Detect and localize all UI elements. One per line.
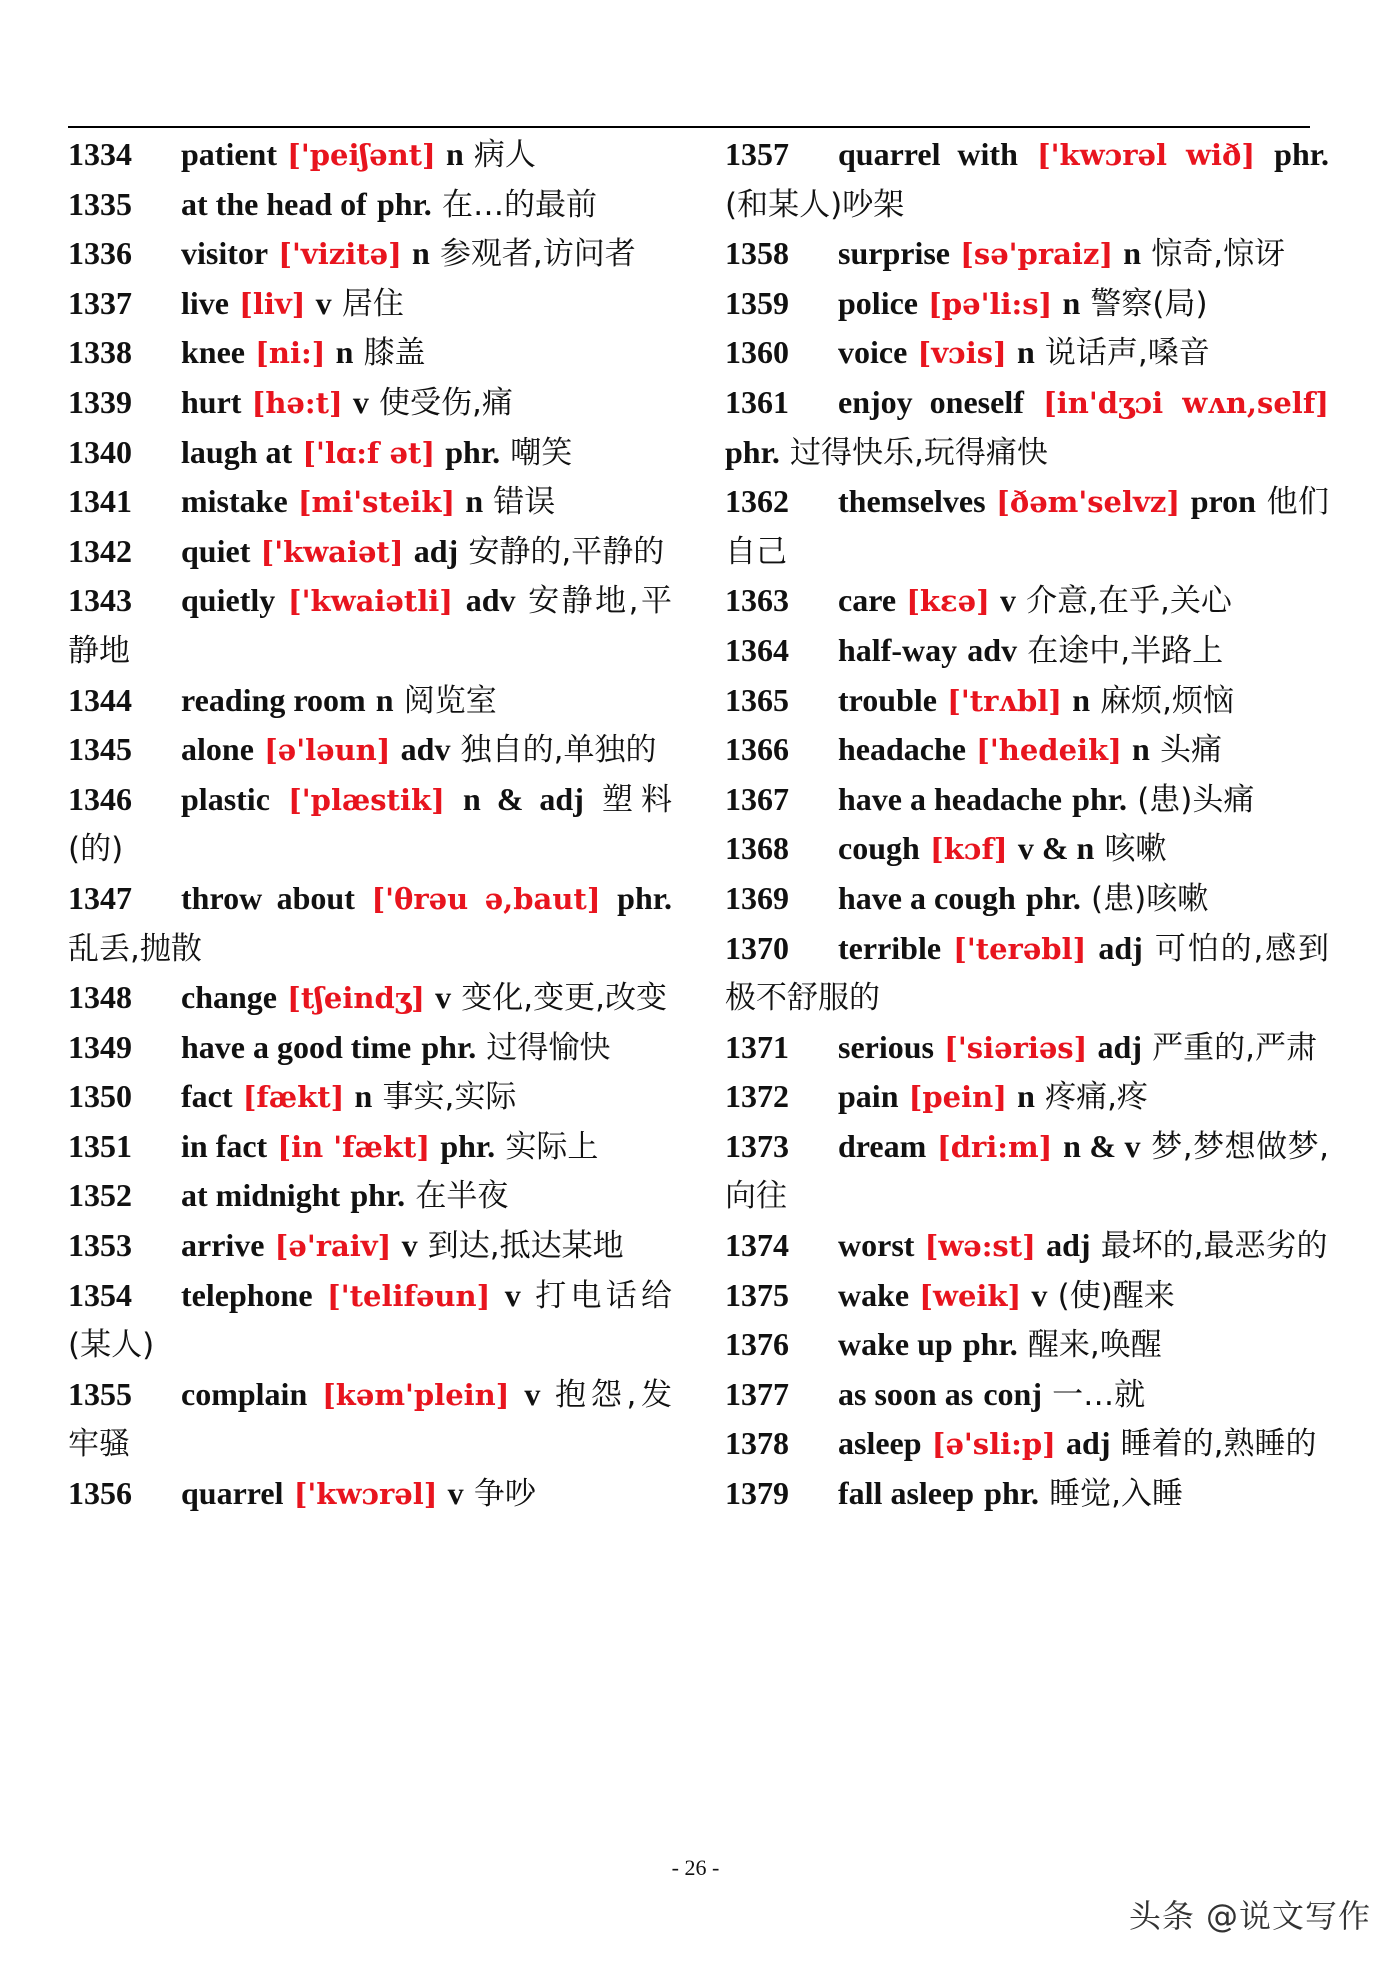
entry-number: 1344	[68, 681, 132, 718]
entry-meaning: 居住	[341, 285, 404, 322]
entry-word: change	[181, 979, 277, 1016]
entry-word: knee	[181, 334, 245, 371]
entry-word: throw about	[181, 879, 355, 916]
vocab-entry	[725, 378, 1329, 477]
entry-phonetic: [wə:st]	[924, 1229, 1036, 1264]
entry-meaning: 事实,实际	[382, 1079, 517, 1116]
vocab-entry	[68, 1171, 672, 1221]
entry-part-of-speech: phr.	[1025, 879, 1081, 916]
vocab-entry	[725, 1320, 1329, 1370]
entry-meaning: 使受伤,痛	[379, 384, 513, 421]
entry-phonetic: [kəm'plein]	[322, 1377, 510, 1412]
entry-meaning: 参观者,访问者	[439, 236, 636, 273]
vocab-entry	[725, 824, 1329, 874]
entry-number: 1335	[68, 185, 132, 222]
entry-part-of-speech: v	[401, 1227, 418, 1264]
entry-number: 1368	[725, 830, 789, 867]
entry-word: quietly	[181, 582, 276, 619]
vocab-entry	[68, 1271, 672, 1370]
entry-part-of-speech: v	[352, 383, 369, 420]
entry-word: voice	[838, 334, 908, 371]
entry-part-of-speech: adj	[1066, 1425, 1111, 1462]
entry-meaning: 头痛	[1160, 732, 1223, 769]
entry-meaning: 醒来,唤醒	[1027, 1327, 1162, 1364]
entry-phonetic: [kɛə]	[906, 584, 990, 619]
entry-phonetic: ['kwaiət]	[260, 534, 404, 569]
entry-part-of-speech: n	[1123, 235, 1142, 272]
entry-part-of-speech: v	[1031, 1276, 1048, 1313]
entry-part-of-speech: n	[335, 334, 354, 371]
entry-meaning: 嘲笑	[510, 434, 573, 471]
entry-number: 1345	[68, 731, 132, 768]
entry-meaning: 介意,在乎,关心	[1026, 583, 1232, 620]
entry-meaning: 乱丢,抛散	[68, 930, 202, 967]
entry-part-of-speech: adv	[465, 582, 516, 619]
entry-phonetic: [pein]	[908, 1080, 1007, 1115]
entry-meaning: 在途中,半路上	[1027, 632, 1224, 669]
vocab-entry	[725, 1023, 1329, 1073]
entry-word: wake	[838, 1276, 910, 1313]
entry-word: laugh at	[181, 433, 293, 470]
header-rule	[68, 126, 1310, 128]
entry-part-of-speech: phr.	[617, 879, 672, 916]
entry-phonetic: [weik]	[919, 1278, 1022, 1313]
entry-phonetic: ['vizitə]	[278, 237, 402, 272]
entry-part-of-speech: n	[1132, 731, 1150, 768]
entry-part-of-speech: phr.	[350, 1177, 406, 1214]
entry-number: 1354	[68, 1276, 132, 1313]
entry-part-of-speech: n & v	[1063, 1127, 1141, 1164]
entry-meaning: 错误	[493, 484, 556, 521]
entry-part-of-speech: adj	[413, 532, 459, 569]
entry-word: as soon as	[838, 1375, 974, 1412]
entry-meaning: (患)咳嗽	[1091, 880, 1209, 917]
vocab-entry	[68, 576, 672, 675]
vocab-entry	[68, 775, 672, 874]
entry-number: 1337	[68, 284, 132, 321]
entry-word: dream	[838, 1127, 927, 1164]
entry-meaning: 安静地,平静地	[68, 583, 673, 669]
entry-number: 1349	[68, 1028, 132, 1065]
entry-phonetic: [liv]	[239, 286, 306, 321]
entry-part-of-speech: n	[445, 136, 464, 172]
entry-part-of-speech: v & n	[1017, 830, 1095, 867]
entry-part-of-speech: phr.	[1274, 136, 1329, 172]
entry-meaning: 一…就	[1052, 1376, 1146, 1413]
entry-meaning: 惊奇,惊讶	[1151, 236, 1286, 273]
entry-meaning: 过得快乐,玩得痛快	[790, 434, 1048, 471]
entry-meaning: 说话声,嗓音	[1044, 335, 1210, 372]
entry-number: 1356	[68, 1475, 132, 1512]
entry-number: 1370	[725, 929, 789, 966]
entry-part-of-speech: n	[1016, 334, 1035, 371]
entry-word: complain	[181, 1375, 308, 1412]
watermark: 头条 @说文写作	[1128, 1897, 1371, 1935]
entry-number: 1361	[725, 383, 789, 420]
entry-number: 1350	[68, 1078, 132, 1115]
entry-meaning: 阅览室	[403, 682, 497, 719]
entry-word: themselves	[838, 483, 986, 520]
entry-word: at the head of	[181, 185, 367, 222]
entry-part-of-speech: phr.	[725, 433, 780, 470]
entry-number: 1359	[725, 284, 789, 321]
entry-phonetic: ['lɑ:f ət]	[302, 435, 436, 470]
vocab-entry	[725, 1122, 1329, 1221]
entry-part-of-speech: adv	[400, 731, 451, 768]
vocab-entry	[68, 130, 672, 180]
vocab-entry	[68, 973, 672, 1023]
entry-part-of-speech: adj	[1097, 1028, 1142, 1065]
entry-phonetic: [ə'raiv]	[274, 1229, 392, 1264]
entry-word: quarrel	[181, 1475, 284, 1512]
entry-meaning: 实际上	[505, 1128, 599, 1165]
vocab-entry	[68, 1370, 672, 1469]
vocab-entry	[725, 229, 1329, 279]
entry-number: 1378	[725, 1425, 789, 1462]
entry-meaning: (患)头痛	[1137, 781, 1255, 818]
entry-word: in fact	[181, 1127, 268, 1164]
entry-word: terrible	[838, 929, 942, 966]
entry-number: 1340	[68, 433, 132, 470]
vocab-entry	[68, 180, 672, 230]
entry-number: 1360	[725, 334, 789, 371]
entry-phonetic: [pə'li:s]	[928, 286, 1053, 321]
entry-word: headache	[838, 731, 966, 768]
entry-number: 1357	[725, 136, 789, 172]
entry-number: 1358	[725, 235, 789, 272]
entry-meaning: 可怕的,感到极不舒服的	[725, 930, 1330, 1017]
entry-number: 1364	[725, 631, 789, 668]
entry-meaning: 变化,变更,改变	[461, 980, 667, 1017]
entry-part-of-speech: pron	[1190, 483, 1256, 520]
page-number: - 26 -	[671, 1855, 720, 1880]
entry-phonetic: ['θrəu ə,baut]	[371, 881, 601, 916]
entry-number: 1341	[68, 483, 132, 520]
entry-number: 1346	[68, 780, 132, 817]
entry-word: patient	[181, 136, 277, 172]
entry-number: 1334	[68, 136, 132, 172]
entry-part-of-speech: v	[435, 979, 452, 1016]
vocab-entry	[68, 874, 672, 973]
vocab-entry	[725, 477, 1329, 576]
entry-word: enjoy oneself	[838, 383, 1024, 420]
entry-part-of-speech: phr.	[376, 185, 432, 222]
entry-meaning: (使)醒来	[1057, 1277, 1175, 1314]
entry-meaning: 独自的,单独的	[460, 732, 657, 769]
entry-number: 1373	[725, 1127, 789, 1164]
entry-part-of-speech: n	[375, 681, 394, 718]
entry-number: 1355	[68, 1375, 132, 1412]
entry-phonetic: ['terəbl]	[953, 931, 1087, 966]
entry-part-of-speech: n	[411, 235, 430, 272]
entry-word: half-way	[838, 631, 958, 668]
entry-phonetic: ['kwaiətli]	[287, 584, 453, 619]
entry-part-of-speech: adj	[1098, 929, 1143, 966]
entry-number: 1353	[68, 1227, 132, 1264]
entry-number: 1348	[68, 979, 132, 1016]
entry-word: have a headache	[838, 780, 1062, 817]
entry-part-of-speech: n & adj	[462, 780, 584, 817]
entry-meaning: 咳嗽	[1104, 831, 1167, 868]
entry-word: reading room	[181, 681, 366, 718]
entry-part-of-speech: phr.	[984, 1475, 1040, 1512]
entry-phonetic: [ðəm'selvz]	[996, 485, 1181, 520]
entry-part-of-speech: adv	[967, 631, 1018, 668]
entry-meaning: 疼痛,疼	[1045, 1079, 1148, 1116]
vocab-entry	[68, 279, 672, 329]
entry-word: quiet	[181, 532, 251, 569]
vocab-entry	[725, 328, 1329, 378]
entry-number: 1352	[68, 1177, 132, 1214]
entry-phonetic: [sə'praiz]	[960, 237, 1114, 272]
entry-word: worst	[838, 1227, 915, 1264]
entry-meaning: 警察(局)	[1090, 285, 1208, 322]
vocab-entry	[68, 1221, 672, 1271]
entry-phonetic: [ə'sli:p]	[931, 1427, 1056, 1462]
entry-meaning: 塑料(的)	[68, 781, 673, 868]
entry-word: care	[838, 582, 897, 619]
entry-word: visitor	[181, 235, 269, 272]
entry-phonetic: ['plæstik]	[288, 782, 445, 817]
entry-phonetic: ['peiʃənt]	[287, 138, 436, 172]
vocab-entry	[725, 1469, 1329, 1519]
entry-part-of-speech: phr.	[440, 1127, 496, 1164]
entry-word: mistake	[181, 483, 288, 520]
entry-phonetic: ['telifəun]	[327, 1278, 491, 1313]
vocab-entry	[68, 1023, 672, 1073]
entry-number: 1343	[68, 582, 132, 619]
entry-number: 1338	[68, 334, 132, 371]
entry-meaning: 麻烦,烦恼	[1100, 682, 1235, 719]
entry-meaning: 严重的,严肃	[1152, 1029, 1318, 1066]
entry-meaning: 安静的,平静的	[468, 533, 665, 570]
vocab-entry	[68, 527, 672, 577]
entry-word: fact	[181, 1078, 233, 1115]
vocab-entry	[725, 576, 1329, 626]
entry-word: quarrel with	[838, 136, 1018, 172]
entry-part-of-speech: v	[504, 1276, 521, 1313]
entry-number: 1336	[68, 235, 132, 272]
entry-word: wake up	[838, 1326, 953, 1363]
entry-meaning: 在半夜	[415, 1178, 509, 1215]
vocab-entry	[725, 1419, 1329, 1469]
entry-meaning: 最坏的,最恶劣的	[1100, 1228, 1328, 1265]
entry-phonetic: [dri:m]	[936, 1129, 1053, 1164]
entry-meaning: 睡觉,入睡	[1049, 1476, 1184, 1513]
entry-phonetic: [vɔis]	[917, 336, 1007, 371]
entry-meaning: 他们自己	[725, 484, 1330, 570]
entry-meaning: (和某人)吵架	[725, 186, 905, 223]
vocab-entry	[725, 725, 1329, 775]
entry-number: 1377	[725, 1375, 789, 1412]
entry-number: 1374	[725, 1227, 789, 1264]
vocab-entry	[68, 328, 672, 378]
vocab-entry	[68, 676, 672, 726]
entry-meaning: 打电话给(某人)	[68, 1277, 673, 1364]
entry-number: 1366	[725, 731, 789, 768]
entry-part-of-speech: v	[315, 284, 332, 321]
entry-word: asleep	[838, 1425, 922, 1462]
entry-part-of-speech: v	[447, 1475, 464, 1512]
entry-meaning: 梦,梦想做梦,向往	[725, 1128, 1330, 1215]
entry-number: 1342	[68, 532, 132, 569]
entry-number: 1367	[725, 780, 789, 817]
entry-word: fall asleep	[838, 1475, 974, 1512]
entry-part-of-speech: phr.	[445, 433, 501, 470]
entry-part-of-speech: v	[524, 1375, 541, 1412]
entry-phonetic: [hə:t]	[251, 385, 343, 420]
entry-word: have a cough	[838, 879, 1016, 916]
entry-part-of-speech: n	[1062, 284, 1081, 321]
entry-word: live	[181, 284, 229, 321]
vocab-entry	[68, 1122, 672, 1172]
entry-word: alone	[181, 731, 254, 768]
entry-word: plastic	[181, 780, 270, 817]
entry-word: hurt	[181, 383, 242, 420]
vocab-entry	[725, 924, 1329, 1023]
entry-phonetic: ['kwɔrəl]	[293, 1477, 438, 1512]
entry-word: serious	[838, 1028, 934, 1065]
entry-number: 1339	[68, 383, 132, 420]
vocab-entry	[725, 676, 1329, 726]
entry-phonetic: [ə'ləun]	[264, 733, 391, 768]
entry-number: 1376	[725, 1326, 789, 1363]
entry-meaning: 到达,抵达某地	[427, 1228, 624, 1265]
entry-number: 1362	[725, 483, 789, 520]
vocab-entry	[68, 1469, 672, 1519]
entry-meaning: 争吵	[473, 1476, 536, 1513]
vocab-entry	[68, 477, 672, 527]
vocab-entry	[725, 1370, 1329, 1420]
entry-phonetic: [tʃeindʒ]	[287, 981, 425, 1016]
vocab-entry	[68, 378, 672, 428]
entry-phonetic: [ni:]	[255, 336, 326, 371]
entry-number: 1347	[68, 879, 132, 916]
vocab-entry	[725, 874, 1329, 924]
entry-number: 1372	[725, 1078, 789, 1115]
entry-number: 1351	[68, 1127, 132, 1164]
entry-word: cough	[838, 830, 920, 867]
vocab-entry	[68, 229, 672, 279]
vocab-entry	[725, 775, 1329, 825]
entry-word: police	[838, 284, 918, 321]
entry-phonetic: ['trʌbl]	[947, 683, 1063, 718]
entry-number: 1365	[725, 681, 789, 718]
entry-word: have a good time	[181, 1028, 412, 1065]
entry-part-of-speech: phr.	[421, 1028, 477, 1065]
entry-meaning: 膝盖	[363, 335, 426, 372]
entry-part-of-speech: v	[1000, 582, 1016, 619]
entry-phonetic: [mi'steik]	[297, 485, 456, 520]
vocab-entry	[725, 279, 1329, 329]
entry-part-of-speech: n	[1017, 1078, 1035, 1115]
vocab-entry	[725, 1271, 1329, 1321]
entry-phonetic: [in'dʒɔi wʌn,self]	[1043, 385, 1330, 420]
vocab-entry	[725, 1072, 1329, 1122]
entry-number: 1379	[725, 1475, 789, 1512]
entry-phonetic: [in 'fækt]	[277, 1129, 431, 1164]
entry-part-of-speech: n	[354, 1078, 373, 1115]
entry-part-of-speech: n	[465, 483, 484, 520]
entry-word: arrive	[181, 1227, 265, 1264]
entry-meaning: 病人	[473, 137, 536, 173]
left-column	[68, 130, 672, 1519]
entry-word: surprise	[838, 235, 950, 272]
entry-word: pain	[838, 1078, 899, 1115]
entry-part-of-speech: n	[1072, 681, 1090, 718]
entry-number: 1369	[725, 879, 789, 916]
entry-word: telephone	[181, 1276, 313, 1313]
entry-part-of-speech: adj	[1046, 1227, 1091, 1264]
entry-phonetic: ['hedeik]	[976, 733, 1122, 768]
vocab-entry	[68, 428, 672, 478]
entry-word: at midnight	[181, 1177, 341, 1214]
vocab-entry	[725, 626, 1329, 676]
right-column	[725, 130, 1329, 1519]
entry-part-of-speech: phr.	[1072, 780, 1128, 817]
entry-phonetic: ['kwɔrəl wið]	[1036, 138, 1256, 172]
entry-phonetic: [kɔf]	[929, 832, 1008, 867]
entry-number: 1363	[725, 582, 789, 619]
vocab-entry	[725, 1221, 1329, 1271]
vocab-entry	[68, 1072, 672, 1122]
entry-number: 1371	[725, 1028, 789, 1065]
entry-part-of-speech: conj	[983, 1375, 1042, 1412]
entry-word: trouble	[838, 681, 937, 718]
entry-part-of-speech: phr.	[962, 1326, 1018, 1363]
entry-meaning: 抱怨,发牢骚	[68, 1376, 673, 1463]
entry-phonetic: [fækt]	[242, 1080, 345, 1115]
entry-number: 1375	[725, 1276, 789, 1313]
entry-phonetic: ['siəriəs]	[944, 1030, 1088, 1065]
vocab-entry	[725, 130, 1329, 229]
entry-meaning: 睡着的,熟睡的	[1120, 1426, 1317, 1463]
entry-meaning: 过得愉快	[486, 1029, 611, 1066]
entry-meaning: 在…的最前	[441, 186, 597, 223]
vocab-entry	[68, 725, 672, 775]
